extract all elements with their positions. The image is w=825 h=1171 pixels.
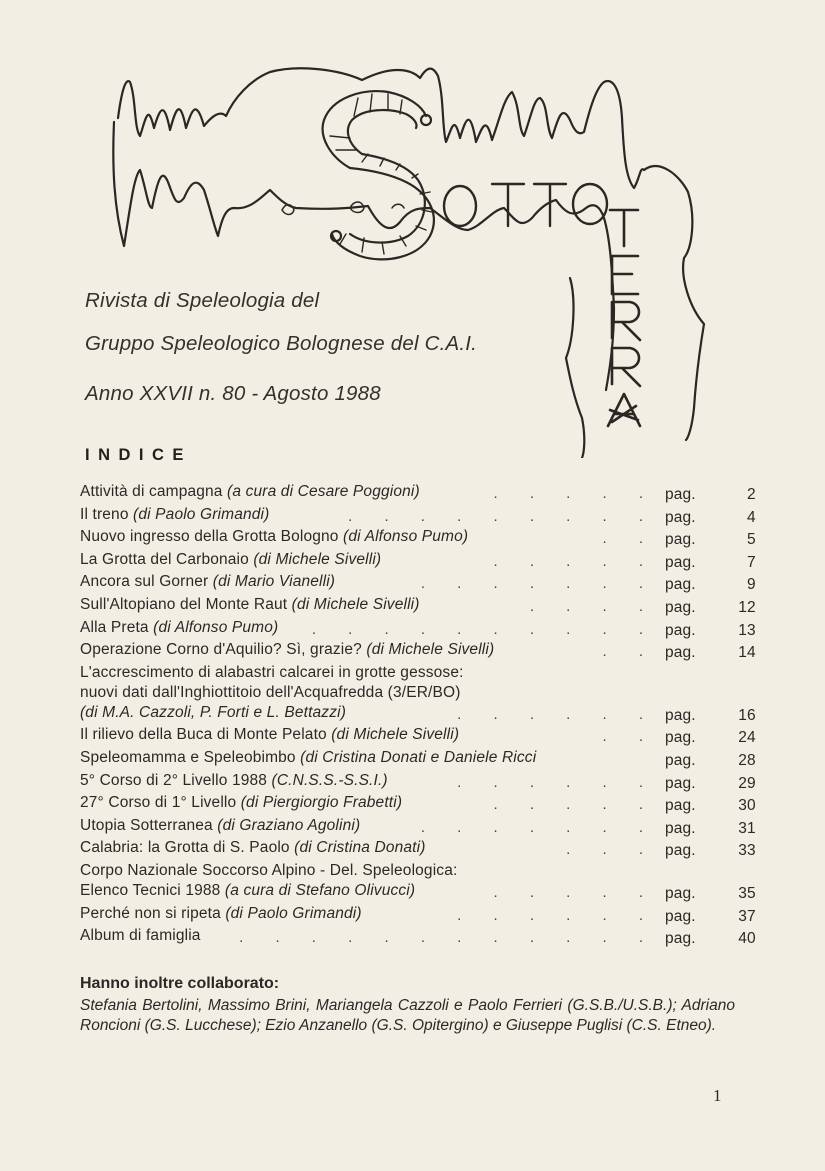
toc-entry [80, 925, 756, 948]
toc-entry-title [80, 504, 269, 525]
toc-page-ref [665, 818, 756, 839]
toc-author-text: (di Paolo Grimandi) [133, 505, 270, 523]
toc-leader-dots: . . [602, 530, 657, 548]
toc-entry-title [80, 837, 426, 858]
collaborators-heading: Hanno inoltre collaborato: [80, 975, 280, 992]
toc-page-label: pag. [665, 819, 696, 837]
toc-page-label: pag. [665, 930, 696, 948]
toc-entry-title [80, 925, 201, 946]
toc-page-ref [665, 507, 756, 528]
toc-leader-dots: . . . . . . [457, 705, 657, 723]
toc-entry-title [80, 639, 494, 660]
toc-leader-dots: . . . . . . . . . . [311, 620, 657, 638]
toc-author-text: (di Michele Sivelli) [366, 641, 495, 659]
collaborators-text: Stefania Bertolini, Massimo Brini, Mariangela Cazzoli e Paolo Ferrieri (G.S.B./U.S.B.); Adriano Roncioni (G.S. Lucchese); Ezio Anzanello (G.S. Opitergino) e Giuseppe Puglisi (C.S. Etneo). [80, 997, 735, 1034]
toc-entry [80, 724, 756, 747]
toc-entry [80, 770, 756, 793]
cave-outline-top [118, 68, 644, 188]
toc-page-label: pag. [665, 576, 696, 594]
toc-page-ref [665, 484, 756, 505]
toc-page-label: pag. [665, 621, 696, 639]
toc-entry [80, 504, 756, 527]
toc-page-label: pag. [665, 553, 696, 571]
toc-leader-dots: . . . [566, 841, 657, 859]
page-number: 1 [713, 1086, 722, 1105]
toc-leader-dots: . . . . . . . [420, 818, 657, 836]
toc-author-text: (di M.A. Cazzoli, P. Forti e L. Bettazzi) [80, 703, 347, 721]
toc-page-label: pag. [665, 907, 696, 925]
toc-entry [80, 549, 756, 572]
toc-entry [80, 815, 756, 838]
toc-entry-title [80, 724, 459, 745]
toc-leader-dots: . . . . . . . . . . . . [239, 929, 657, 947]
toc-entry [80, 860, 730, 880]
toc-author-text: (di Graziano Agolini) [217, 816, 361, 834]
toc-leader-dots: . . [602, 643, 657, 661]
word-terra [608, 210, 640, 426]
toc-page-ref [665, 620, 756, 641]
toc-page-label: pag. [665, 842, 696, 860]
toc-page-ref [665, 597, 756, 618]
toc-title-text: Il rilievo della Buca di Monte Pelato [80, 726, 332, 744]
toc-page-number: 2 [747, 486, 756, 503]
toc-entry-title [80, 860, 457, 881]
toc-entry [80, 837, 756, 860]
table-of-contents [80, 481, 756, 948]
toc-page-label: pag. [665, 797, 696, 815]
toc-page-ref [665, 750, 756, 771]
toc-title-text: Speleomamma e Speleobimbo [80, 748, 301, 766]
toc-author-text: (di Michele Sivelli) [291, 595, 420, 613]
toc-page-ref [665, 773, 756, 794]
toc-page-ref [665, 883, 756, 904]
toc-author-text: (di Paolo Grimandi) [225, 904, 362, 922]
toc-entry [80, 792, 756, 815]
toc-author-text: (di Alfonso Pumo) [153, 618, 279, 636]
toc-page-label: pag. [665, 508, 696, 526]
toc-title-text: nuovi dati dall'Inghiottitoio dell'Acquafredda (3/ER/BO) [80, 683, 461, 701]
toc-page-label: pag. [665, 598, 696, 616]
toc-title-text: Il treno [80, 505, 134, 523]
toc-page-number: 35 [738, 884, 756, 902]
toc-page-number: 37 [738, 907, 756, 925]
toc-leader-dots: . . . . . [493, 883, 657, 901]
toc-page-number: 12 [738, 598, 756, 616]
toc-page-number: 31 [738, 819, 756, 837]
toc-title-text: Perché non si ripeta [80, 904, 226, 922]
toc-title-text: 27° Corso di 1° Livello [80, 794, 241, 812]
toc-author-text: (a cura di Cesare Poggioni) [227, 483, 420, 500]
toc-title-text: Album di famiglia [80, 927, 201, 945]
toc-title-text: Corpo Nazionale Soccorso Alpino - Del. Speleologica: [80, 861, 458, 879]
toc-page-number: 40 [738, 930, 756, 948]
toc-author-text: (di Mario Vianelli) [212, 573, 336, 591]
toc-entry [80, 639, 756, 662]
toc-author-text: (di Cristina Donati e Daniele Ricci [300, 748, 537, 766]
toc-entry-title [80, 903, 362, 924]
toc-page-label: pag. [665, 729, 696, 747]
toc-page-ref [665, 727, 756, 748]
toc-entry [80, 880, 756, 903]
toc-page-label: pag. [665, 884, 696, 902]
toc-entry-title [80, 682, 461, 703]
toc-entry [80, 526, 756, 549]
toc-entry [80, 702, 756, 725]
toc-page-ref [665, 552, 756, 573]
toc-entry [80, 682, 730, 702]
toc-entry-title [80, 880, 415, 901]
toc-leader-dots: . . . . . [493, 796, 657, 814]
toc-entry-title [80, 571, 335, 592]
toc-entry-title [80, 526, 468, 547]
toc-author-text: (di Alfonso Pumo) [343, 528, 469, 546]
toc-page-number: 5 [747, 531, 756, 549]
toc-entry-title [80, 617, 278, 638]
toc-leader-dots: . . . . [529, 597, 657, 615]
toc-leader-dots: . . [602, 728, 657, 746]
toc-page-ref [665, 642, 756, 663]
toc-page-ref [665, 928, 756, 949]
toc-leader-dots: . . . . . [493, 485, 657, 502]
toc-page-number: 24 [738, 729, 756, 747]
toc-page-label: pag. [665, 531, 696, 549]
toc-leader-dots: . . . . . . [457, 906, 657, 924]
toc-author-text: (di Michele Sivelli) [253, 550, 382, 568]
toc-page-ref [665, 529, 756, 550]
toc-leader-dots: . . . . . . . [420, 575, 657, 593]
toc-page-label: pag. [665, 751, 696, 769]
toc-title-text: 5° Corso di 2° Livello 1988 [80, 771, 272, 789]
cave-outline-right [644, 166, 704, 440]
toc-page-number: 9 [747, 576, 756, 594]
toc-entry [80, 594, 756, 617]
toc-page-label: pag. [665, 774, 696, 792]
toc-entry [80, 747, 756, 770]
toc-entry [80, 903, 756, 926]
toc-title-text: Attività di campagna [80, 483, 228, 500]
toc-page-ref [665, 574, 756, 595]
toc-title-text: L'accrescimento di alabastri calcarei in grotte gessose: [80, 663, 464, 681]
toc-author-text: (C.N.S.S.-S.S.I.) [271, 771, 388, 789]
toc-page-number: 30 [738, 797, 756, 815]
toc-entry-title [80, 770, 388, 791]
subtitle-line-2: Gruppo Speleologico Bolognese del C.A.I. [85, 332, 478, 355]
toc-page-number: 28 [738, 751, 756, 769]
toc-page-ref [665, 906, 756, 927]
toc-leader-dots: . . . . . . [457, 773, 657, 791]
toc-leader-dots: . . . . . [493, 552, 657, 570]
toc-page-ref [665, 705, 756, 726]
toc-entry [80, 662, 730, 682]
subtitle-line-1: Rivista di Speleologia del [85, 289, 320, 312]
word-otto [444, 184, 607, 226]
toc-leader-dots: . . . . . . . . . [348, 507, 657, 525]
toc-page-label: pag. [665, 644, 696, 662]
toc-page-number: 7 [747, 553, 756, 571]
toc-title-text: Operazione Corno d'Aquilio? Sì, grazie? [80, 641, 367, 659]
toc-title-text: Alla Preta [80, 618, 154, 636]
toc-entry-title [80, 815, 360, 836]
index-heading: INDICE [85, 446, 192, 464]
toc-entry-title [80, 702, 346, 723]
toc-page-number: 29 [738, 774, 756, 792]
toc-entry-title [80, 481, 420, 502]
toc-page-number: 16 [738, 706, 756, 724]
toc-entry-title [80, 747, 536, 768]
toc-entry-title [80, 792, 402, 813]
toc-page-number: 13 [738, 621, 756, 639]
toc-author-text: (di Michele Sivelli) [331, 726, 460, 744]
toc-author-text: (di Cristina Donati) [294, 839, 426, 857]
issue-line: Anno XXVII n. 80 - Agosto 1988 [85, 382, 381, 405]
toc-entry [80, 571, 756, 594]
cave-outline-left-drip [566, 278, 584, 458]
toc-title-text: Utopia Sotterranea [80, 816, 218, 834]
toc-page-number: 14 [738, 644, 756, 662]
toc-entry-title [80, 594, 420, 615]
toc-title-text: La Grotta del Carbonaio [80, 550, 254, 568]
toc-page-label: pag. [665, 706, 696, 724]
toc-title-text: Ancora sul Gorner [80, 573, 213, 591]
toc-author-text: (di Piergiorgio Frabetti) [240, 794, 403, 812]
toc-entry-title [80, 662, 464, 683]
toc-title-text: Sull'Altopiano del Monte Raut [80, 595, 292, 613]
toc-author-text: (a cura di Stefano Olivucci) [224, 881, 416, 899]
toc-entry [80, 617, 756, 640]
toc-entry-title [80, 549, 381, 570]
toc-page-number: 4 [747, 508, 756, 526]
toc-title-text: Nuovo ingresso della Grotta Bologno [80, 528, 344, 546]
toc-page-label: pag. [665, 486, 696, 503]
toc-title-text: Calabria: la Grotta di S. Paolo [80, 839, 295, 857]
toc-page-ref [665, 840, 756, 861]
toc-page-ref [665, 795, 756, 816]
toc-entry [80, 481, 756, 504]
toc-page-number: 33 [738, 842, 756, 860]
toc-title-text: Elenco Tecnici 1988 [80, 881, 225, 899]
